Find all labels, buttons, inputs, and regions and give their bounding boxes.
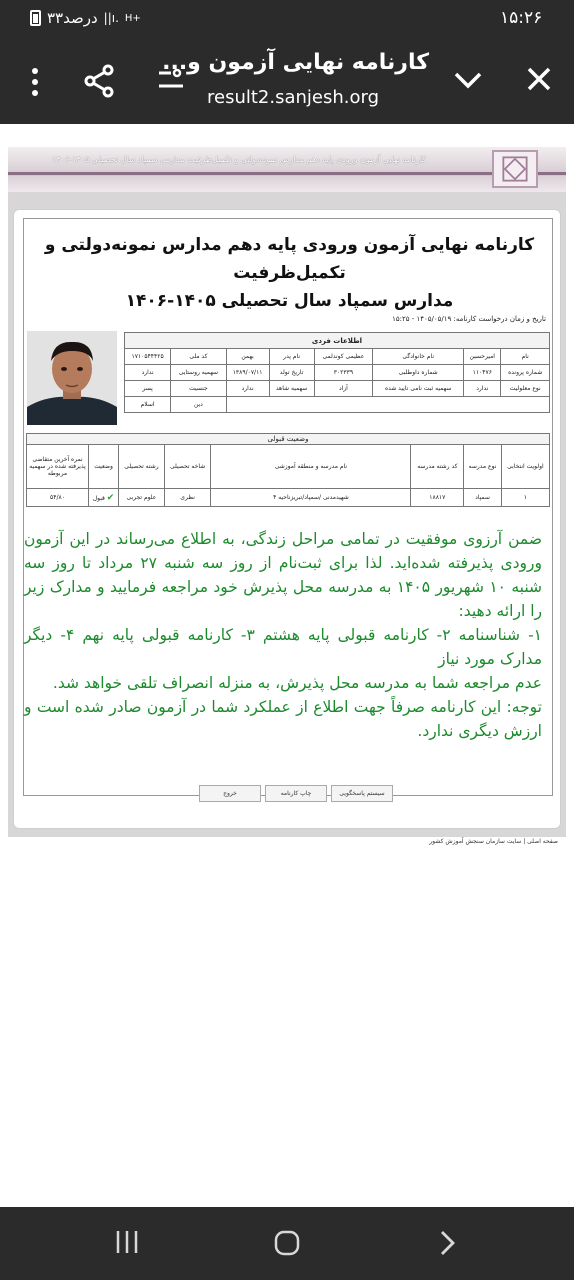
battery-icon — [30, 10, 41, 26]
print-button[interactable]: چاپ کارنامه — [265, 785, 327, 802]
name-value: امیرحسین — [464, 349, 501, 365]
acceptance-header: نام مدرسه و منطقه آموزشی — [211, 445, 411, 489]
report-page — [8, 147, 566, 845]
personal-section-title: اطلاعات فردی — [125, 333, 550, 349]
exit-button[interactable]: خروج — [199, 785, 261, 802]
volunteer-value: ۳۰۲۳۳۹ — [314, 365, 373, 381]
shahed-value: ندارد — [226, 381, 269, 397]
web-content — [0, 124, 574, 1207]
disability-label: نوع معلولیت — [501, 381, 550, 397]
cell-field-code: ۱۸۸۱۷ — [411, 489, 464, 507]
acceptance-header: شاخه تحصیلی — [164, 445, 211, 489]
national-code-label: کد ملی — [171, 349, 226, 365]
volunteer-label: شماره داوطلبی — [373, 365, 464, 381]
cell-school-type: سمپاد — [464, 489, 502, 507]
report-buttons — [199, 785, 393, 802]
chevron-down-icon[interactable] — [453, 70, 483, 94]
national-code-value: ۱۷۱۰۵۴۴۴۲۵ — [125, 349, 171, 365]
cell-status — [89, 489, 119, 507]
message-paragraph: ضمن آرزوی موفقیت در تمامی مراحل زندگی، به اطلاع می‌رساند در این آزمون ورودی پذیرفته شده‌اید. لذا برای ثبت‌نام از روز سه شنبه ۲۷ مرداد تا روز سه شنبه ۱۰ شهریور ۱۴۰۵ به مدرسه محل پذیرش خود مراجعه فرمایید و مدارک زیر را ارائه دهید: — [24, 530, 542, 620]
clock: ۱۵:۲۶ — [500, 8, 543, 28]
page-title: کارنامه نهایی آزمون و... — [162, 50, 429, 75]
message-paragraph: توجه: این کارنامه صرفاً جهت اطلاع از عملکرد شما در آزمون صادر شده است و ارزش دیگری ندارد. — [24, 698, 542, 740]
banner-text: کارنامه نهایی آزمون ورودی پایه دهم مدارس نمونه‌دولتی و تکمیل‌ظرفیت مدارس سمپاد سال تحصیلی ۱۴۰۵-۱۴۰۶ — [52, 155, 426, 164]
acceptance-section-title: وضعیت قبولی — [27, 434, 550, 445]
quota-label: سهمیه روستایی — [171, 365, 226, 381]
acceptance-header: رشته تحصیلی — [119, 445, 165, 489]
father-label: نام پدر — [269, 349, 314, 365]
report-heading — [37, 231, 542, 315]
cell-school-name: شهیدمدنی /سمپاد/تبریزناحیه ۴ — [211, 489, 411, 507]
file-value: ۱۱۰۴۷۶ — [464, 365, 501, 381]
cell-priority: ۱ — [501, 489, 549, 507]
acceptance-header: کد رشته مدرسه — [411, 445, 464, 489]
family-value: عظیمی کوندلمی — [314, 349, 373, 365]
report-card — [13, 209, 561, 829]
acceptance-table — [26, 433, 550, 507]
home-icon[interactable] — [273, 1229, 301, 1261]
battery-percent: ۳۳درصد — [47, 9, 98, 27]
file-label: شماره پرونده — [501, 365, 550, 381]
personal-info-table — [124, 332, 550, 413]
signal-icon: ||ı. — [103, 11, 119, 25]
system-nav-bar — [0, 1207, 574, 1280]
report-frame — [23, 218, 553, 796]
status-left — [30, 9, 141, 27]
birth-label: تاریخ تولد — [269, 365, 314, 381]
share-icon[interactable] — [83, 64, 115, 102]
message-paragraph: عدم مراجعه شما به مدرسه محل پذیرش، به منزله انصراف تلقی خواهد شد. — [52, 674, 542, 692]
acceptance-message — [24, 527, 542, 743]
report-heading-line2: مدارس سمپاد سال تحصیلی ۱۴۰۵-۱۴۰۶ — [125, 291, 454, 311]
birth-value: ۱۳۸۹/۰۷/۱۱ — [226, 365, 269, 381]
accepted-check-icon: ✔ — [106, 492, 115, 503]
footer-links[interactable]: صفحه اصلی | سایت سازمان سنجش آموزش کشور — [429, 838, 558, 845]
name-label: نام — [501, 349, 550, 365]
page-url[interactable]: result2.sanjesh.org — [207, 87, 380, 108]
recent-apps-icon[interactable] — [114, 1229, 140, 1259]
table-row — [27, 489, 550, 507]
back-icon[interactable] — [438, 1229, 458, 1261]
status-bar — [0, 0, 574, 40]
shahed-label: سهمیه شاهد — [269, 381, 314, 397]
religion-label: دین — [171, 397, 226, 413]
message-paragraph: ۱- شناسنامه ۲- کارنامه قبولی پایه هشتم ۳- کارنامه قبولی پایه نهم ۴- دیگر مدارک مورد نیاز — [24, 626, 542, 668]
registered-quota-value: آزاد — [314, 381, 373, 397]
more-vert-icon[interactable] — [26, 67, 44, 101]
network-type: H+ — [124, 12, 141, 24]
gender-label: جنسیت — [171, 381, 226, 397]
registered-quota-label: سهمیه ثبت نامی تایید شده — [373, 381, 464, 397]
gender-value: پسر — [125, 381, 171, 397]
browser-toolbar — [0, 40, 574, 124]
cell-last-score: ۵۴/۸۰ — [27, 489, 89, 507]
request-date: تاریخ و زمان درخواست کارنامه: ۱۴۰۵/۰۵/۱۹ - ۱۵:۲۵ — [392, 315, 546, 323]
acceptance-header: نوع مدرسه — [464, 445, 502, 489]
report-heading-line1: کارنامه نهایی آزمون ورودی پایه دهم مدارس نمونه‌دولتی و تکمیل‌ظرفیت — [44, 235, 535, 283]
father-value: بهمن — [226, 349, 269, 365]
support-button[interactable]: سیستم پاسخگویی — [331, 785, 393, 802]
acceptance-header: اولویت انتخابی — [501, 445, 549, 489]
sanjesh-logo-icon — [492, 150, 538, 188]
cell-status-text: قبول — [92, 494, 105, 502]
cell-branch: نظری — [164, 489, 211, 507]
disability-value: ندارد — [464, 381, 501, 397]
quota-value: ندارد — [125, 365, 171, 381]
family-label: نام خانوادگی — [373, 349, 464, 365]
acceptance-header: وضعیت — [89, 445, 119, 489]
religion-value: اسلام — [125, 397, 171, 413]
site-banner — [8, 147, 566, 192]
close-icon[interactable] — [526, 66, 552, 96]
acceptance-header: نمره آخرین متقاضی پذیرفته شده در سهمیه مربوطه — [27, 445, 89, 489]
student-photo — [27, 331, 117, 425]
cell-field: علوم تجربی — [119, 489, 165, 507]
